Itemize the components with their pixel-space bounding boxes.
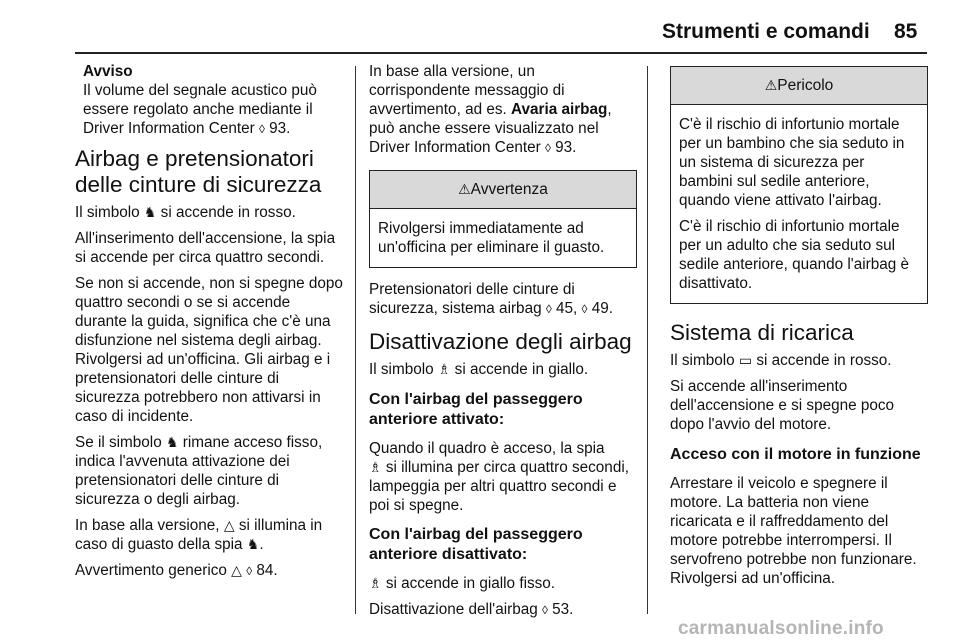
paragraph <box>75 516 345 554</box>
airbag-warning-icon: ♞ <box>143 204 157 220</box>
paragraph <box>75 433 345 509</box>
note-title: Avviso <box>83 63 133 80</box>
note-text: Il volume del segnale acustico può essere regolato anche mediante il Driver Information Center <box>83 82 317 137</box>
danger-triangle-icon: ⚠ <box>764 77 778 93</box>
column-1 <box>83 62 347 147</box>
section-heading-airbag-deactivation: Disattivazione degli airbag <box>369 329 632 354</box>
page-ref-icon: ◊ <box>541 603 548 617</box>
danger-text: C'è il rischio di infortunio mortale per un bambino che sia seduto in un sistema di sicurezza per bambini sul sedile anteriore, quando viene attivato l'airbag. <box>679 116 905 209</box>
warning-box-header <box>370 171 636 209</box>
danger-box-body <box>671 105 927 303</box>
text: , può anche essere visualizzato nel Driver Information Center <box>369 101 612 156</box>
text: Avvertimento generico <box>75 562 227 579</box>
column-divider-1 <box>355 66 356 614</box>
paragraph <box>369 574 637 593</box>
text: Il simbolo <box>369 361 434 378</box>
text: Se il simbolo <box>75 434 162 451</box>
text: Quando il quadro è acceso, la spia <box>369 440 605 457</box>
warning-triangle-icon: △ <box>223 517 235 533</box>
danger-title: Pericolo <box>777 77 834 94</box>
text: si accende in giallo fisso. <box>385 575 556 592</box>
page-ref[interactable]: 49. <box>591 300 613 317</box>
text: Il simbolo <box>75 204 140 221</box>
page-ref-icon: ◊ <box>246 564 253 578</box>
column-divider-2 <box>647 66 648 614</box>
column-3 <box>670 66 928 595</box>
subheading-airbag-on: Con l'airbag del passeggero anteriore attivato: <box>369 391 583 428</box>
section-heading-airbag: Airbag e pretensionatori delle cinture di sicurezza <box>75 146 322 197</box>
paragraph <box>670 351 928 370</box>
text: rimane acceso fisso, indica l'avvenuta attivazione dei pretensionatori delle cinture di sicurezza o degli airbag. <box>75 434 323 508</box>
page-ref-icon: ◊ <box>258 122 265 136</box>
page-ref-icon: ◊ <box>545 302 552 316</box>
text: . <box>259 536 264 553</box>
danger-box <box>670 66 928 304</box>
text: Il simbolo <box>670 352 735 369</box>
text: si accende in rosso. <box>160 204 296 221</box>
page-ref[interactable]: 84. <box>256 562 278 579</box>
text: si illumina in caso di guasto della spia <box>75 517 323 553</box>
airbag-off-icon: ♗ <box>369 459 382 475</box>
watermark: carmanualsonline.info <box>678 618 884 639</box>
paragraph <box>369 439 637 515</box>
page-ref-icon: ◊ <box>544 141 551 155</box>
paragraph: Si accende all'inserimento dell'accensione e si spegne poco dopo l'avvio del motore. <box>670 378 895 433</box>
text: Disattivazione dell'airbag <box>369 601 538 618</box>
page-ref[interactable]: 93. <box>555 139 577 156</box>
page-ref[interactable]: 45, <box>556 300 578 317</box>
column-1-main <box>75 146 345 588</box>
airbag-off-icon: ♗ <box>437 361 451 377</box>
text: si accende in giallo. <box>454 361 589 378</box>
header-rule <box>75 52 927 54</box>
paragraph <box>75 561 345 581</box>
page-ref[interactable]: 53. <box>552 601 574 618</box>
warning-box-body <box>370 209 636 267</box>
paragraph: All'inserimento dell'accensione, la spia si accende per circa quattro secondi. <box>75 230 336 266</box>
subheading-airbag-off: Con l'airbag del passeggero anteriore disattivato: <box>369 526 583 563</box>
section-heading-charging: Sistema di ricarica <box>670 320 854 345</box>
warning-text: Rivolgersi immediatamente ad un'officina per eliminare il guasto. <box>378 220 605 256</box>
column-2 <box>369 62 637 627</box>
warning-title: Avvertenza <box>470 181 548 198</box>
paragraph <box>369 360 637 379</box>
airbag-off-icon: ♗ <box>369 575 382 591</box>
text: In base alla versione, un corrispondente messaggio di avvertimento, ad es. <box>369 63 565 118</box>
warning-box <box>369 170 637 268</box>
warning-triangle-icon: △ <box>231 562 242 578</box>
running-header-title: Strumenti e comandi <box>662 20 870 43</box>
airbag-warning-icon: ♞ <box>165 434 179 450</box>
warning-triangle-icon: ⚠ <box>458 181 471 197</box>
text: In base alla versione, <box>75 517 220 534</box>
text: si accende in rosso. <box>756 352 892 369</box>
subheading-engine-running: Acceso con il motore in funzione <box>670 446 921 463</box>
note-ref[interactable]: 93. <box>269 120 291 137</box>
danger-box-header <box>671 67 927 105</box>
message-name: Avaria airbag <box>511 101 608 118</box>
paragraph <box>369 600 637 620</box>
paragraph: Arrestare il veicolo e spegnere il motore. La batteria non viene ricaricata e il raffreddamento del motore potrebbe interrompersi. Il servofreno potrebbe non funzionare. Rivolgersi ad un'officina. <box>670 475 917 587</box>
paragraph: Se non si accende, non si spegne dopo quattro secondi o se si accende durante la guida, significa che c'è una disfunzione nel sistema degli airbag. Rivolgersi ad un'officina. Gli airbag e i pretensionatori delle cinture di sicurezza potrebbero non attivarsi in caso di incidente. <box>75 275 343 425</box>
paragraph <box>369 280 637 319</box>
page-number: 85 <box>894 20 918 43</box>
paragraph <box>369 62 637 158</box>
battery-icon: ▭ <box>738 352 753 368</box>
danger-text: C'è il rischio di infortunio mortale per un adulto che sia seduto sul sedile anteriore, quando l'airbag è disattivato. <box>679 218 909 292</box>
note-block <box>83 62 347 139</box>
page-ref-icon: ◊ <box>581 302 588 316</box>
text: si illumina per circa quattro secondi, lampeggia per altri quattro secondi e poi si spegne. <box>369 459 629 514</box>
paragraph <box>75 203 345 222</box>
airbag-warning-icon: ♞ <box>246 536 260 552</box>
text: Pretensionatori delle cinture di sicurezza, sistema airbag <box>369 281 575 317</box>
